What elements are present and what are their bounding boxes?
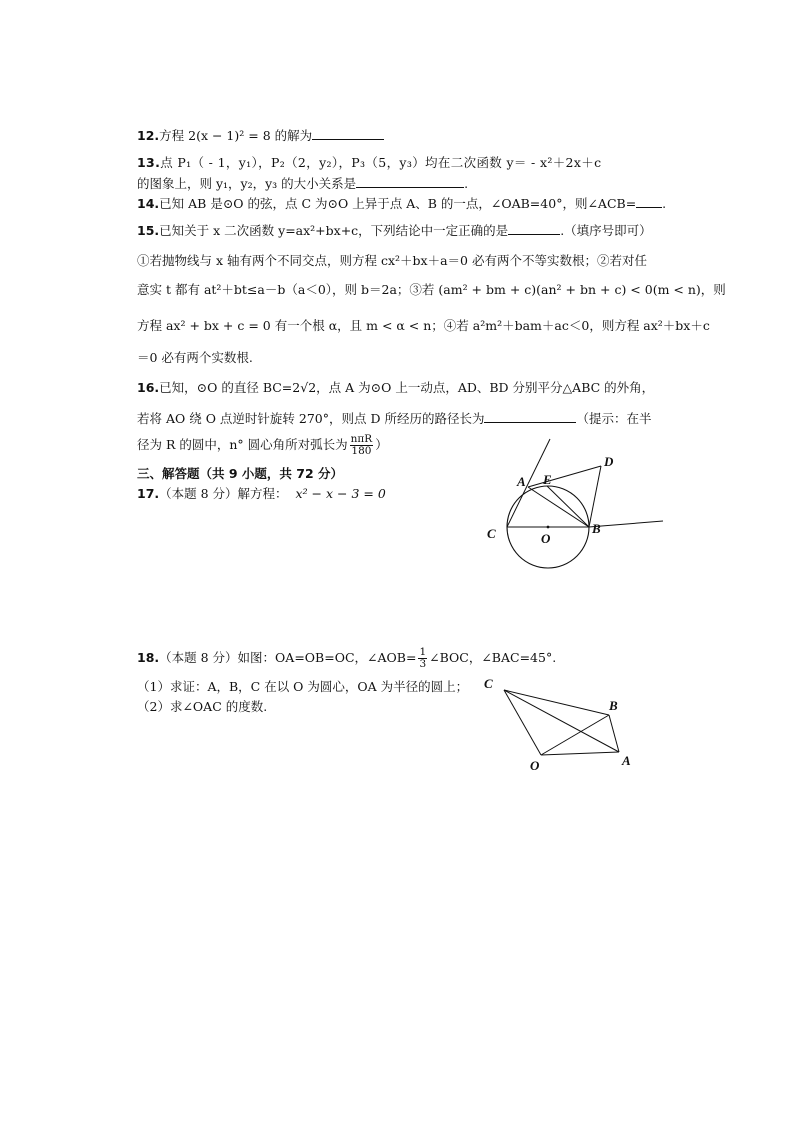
question-text: （本题 8 分）如图：OA=OB=OC，∠AOB=	[159, 650, 417, 665]
question-16-line-2	[137, 410, 651, 427]
question-number: 12.	[137, 128, 160, 143]
label-b: B	[592, 521, 601, 536]
segment-ob	[541, 715, 609, 755]
question-18-line-1	[137, 647, 556, 670]
question-text: ∠BOC，∠BAC=45°.	[429, 650, 557, 665]
question-13-line-1	[137, 155, 601, 171]
question-text: .（填序号即可）	[560, 223, 652, 238]
fraction-denominator: 180	[351, 445, 372, 457]
question-text: 已知 AB 是⊙O 的弦，点 C 为⊙O 上异于点 A、B 的一点，∠OAB=40°，则∠ACB=	[159, 196, 637, 211]
answer-blank[interactable]	[356, 175, 464, 188]
fraction-numerator: 1	[419, 646, 427, 658]
question-number: 17.	[137, 486, 160, 501]
question-16-line-3	[137, 434, 388, 457]
center-point	[547, 526, 550, 529]
label-b: B	[609, 698, 618, 713]
question-number: 18.	[137, 650, 160, 665]
answer-blank[interactable]	[508, 222, 560, 235]
quadrilateral-figure	[480, 672, 640, 777]
question-text: ）	[375, 437, 388, 452]
answer-blank[interactable]	[636, 195, 662, 208]
section-heading: 三、解答题（共 9 小题，共 72 分）	[137, 466, 344, 481]
question-15-line-1	[137, 222, 652, 239]
label-c: C	[484, 676, 493, 691]
question-text: （本题 8 分）解方程：	[159, 486, 288, 501]
label-o: O	[530, 758, 540, 773]
answer-blank[interactable]	[312, 127, 384, 140]
question-text: 径为 R 的圆中，n° 圆心角所对弧长为	[137, 437, 348, 452]
label-e: E	[543, 472, 552, 487]
question-17	[137, 486, 386, 502]
question-13-line-2: 的图象上，则 y₁，y₂，y₃ 的大小关系是 .	[137, 176, 469, 191]
question-text: 点 P₁（ - 1，y₁），P₂（2，y₂），P₃（5，y₃）均在二次函数 y＝ - x²＋2x＋c	[160, 155, 602, 170]
question-text: 意实 t 都有 at²＋bt≤a－b（a＜0），则 b＝2a；③若 (am² + bm + c)(an² + bn + c) < 0(m < n)，则	[137, 282, 726, 297]
question-number: 16.	[137, 380, 160, 395]
question-15-line-5	[137, 350, 253, 366]
question-14: 14.已知 AB 是⊙O 的弦，点 C 为⊙O 上异于点 A、B 的一点，∠OAB=40°，则∠ACB= .	[137, 196, 667, 211]
circle-figure	[480, 432, 670, 574]
question-15-line-3	[137, 282, 726, 298]
question-text: 若将 AO 绕 O 点逆时针旋转 270°，则点 D 所经历的路径长为	[137, 411, 485, 426]
question-text: 已知，⊙O 的直径 BC=2√2，点 A 为⊙O 上一动点，AD、BD 分别平分△ABC 的外角，	[159, 380, 655, 395]
label-a: A	[517, 474, 526, 489]
question-text: 方程 2(x − 1)² = 8 的解为	[159, 128, 313, 143]
question-16-line-1	[137, 380, 654, 396]
fraction-denominator: 3	[419, 658, 427, 670]
segment-bd	[589, 466, 601, 527]
label-o: O	[541, 531, 551, 546]
question-text: ＝0 必有两个实数根.	[137, 350, 253, 365]
question-number: 15.	[137, 223, 160, 238]
question-18-part-1: （1）求证：A，B，C 在以 O 为圆心，OA 为半径的圆上；	[137, 679, 469, 694]
label-a: A	[622, 753, 631, 768]
question-15-line-4	[137, 318, 710, 334]
segment-oa	[541, 752, 619, 755]
question-number: 13.	[137, 155, 161, 170]
question-text: 已知关于 x 二次函数 y=ax²+bx+c，下列结论中一定正确的是	[159, 223, 509, 238]
question-18-part-2: （2）求∠OAC 的度数.	[137, 699, 268, 714]
label-c: C	[487, 526, 496, 541]
question-15-line-2	[137, 253, 647, 269]
segment-cb	[504, 690, 609, 715]
question-text: （提示：在半	[576, 411, 652, 426]
question-text: 方程 ax² + bx + c = 0 有一个根 α，且 m < α < n；④若 a²m²＋bam＋ac＜0，则方程 ax²＋bx＋c	[137, 318, 710, 333]
label-d: D	[604, 454, 614, 469]
one-third-fraction	[418, 647, 427, 670]
question-text: 的图象上，则 y₁，y₂，y₃ 的大小关系是	[137, 176, 357, 191]
segment-eb	[547, 486, 589, 527]
answer-blank[interactable]	[484, 410, 576, 423]
fraction-numerator: nπR	[350, 433, 373, 445]
segment-ab	[528, 487, 589, 527]
segment-ad	[528, 466, 601, 487]
question-12	[137, 127, 384, 144]
arc-length-fraction	[350, 434, 374, 457]
question-text: ①若抛物线与 x 轴有两个不同交点，则方程 cx²＋bx＋a＝0 必有两个不等实数根；②若对任	[137, 253, 647, 268]
segment-ba	[609, 715, 619, 752]
question-number: 14.	[137, 196, 160, 211]
equation: x² − x − 3 = 0	[295, 486, 386, 501]
